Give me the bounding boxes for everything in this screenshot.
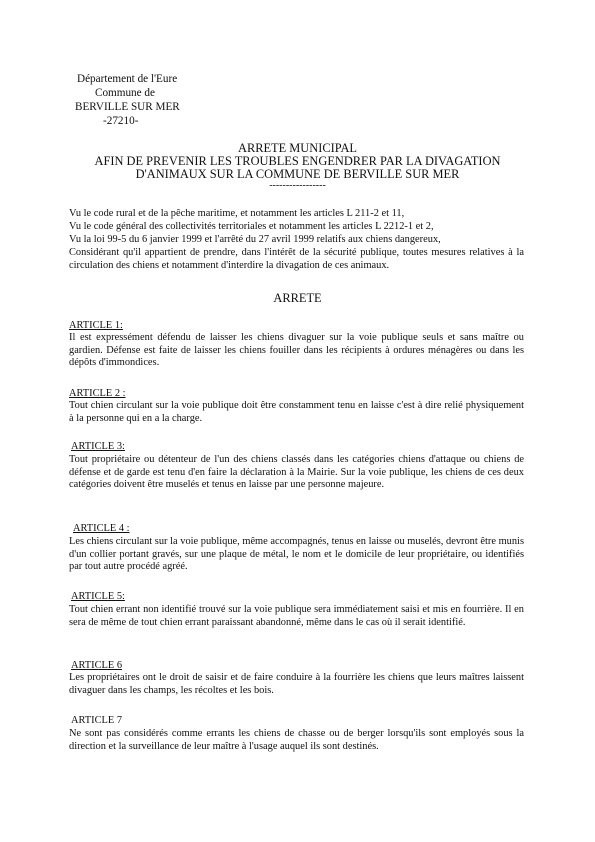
preamble-considerant: Considérant qu'il appartient de prendre, dans l'intérêt de la sécurité publique, toutes mesures relatives à la circulation des chiens et notamment d'interdire la divagation de ces animaux.	[69, 247, 524, 271]
article-2-text: Tout chien circulant sur la voie publique doit être constamment tenu en laisse c'est à dire relié physiquement à la personne qui en a la charge.	[69, 400, 524, 424]
article-2-heading: ARTICLE 2 :	[69, 388, 126, 399]
article-3-heading: ARTICLE 3:	[71, 441, 125, 452]
article-4-heading: ARTICLE 4 :	[73, 523, 130, 534]
title-separator: -----------------	[269, 180, 326, 191]
title-line-1: ARRETE MUNICIPAL	[238, 141, 357, 155]
article-5-heading: ARTICLE 5:	[71, 591, 125, 602]
preamble-code-collectivites: Vu le code général des collectivités territoriales et notamment les articles L 2212-1 et 2,	[69, 221, 434, 232]
header-commune-label: Commune de	[95, 87, 155, 99]
article-5-text: Tout chien errant non identifié trouvé sur la voie publique sera immédiatement saisi et mis en fourrière. Il en sera de même de tout chien errant paraissant abandonné, même dans le cas où il serait identifié.	[69, 604, 524, 628]
title-line-3: D'ANIMAUX SUR LA COMMUNE DE BERVILLE SUR MER	[135, 167, 460, 181]
article-6-text: Les propriétaires ont le droit de saisir et de faire conduire à la fourrière les chiens que leurs maîtres laissent divaguer dans les champs, les récoltes et les bois.	[69, 672, 524, 696]
arrete-heading: ARRETE	[273, 291, 322, 305]
article-3-text: Tout propriétaire ou détenteur de l'un des chiens classés dans les catégories chiens d'attaque ou chiens de défense et de garde est tenu d'en faire la déclaration à la Mairie. Sur la voie publique, les chiens de ces deux catégories doivent être muselés et tenus en laisse par une personne majeure.	[69, 454, 524, 490]
article-6-heading: ARTICLE 6	[71, 660, 123, 671]
article-7-text: Ne sont pas considérés comme errants les chiens de chasse ou de berger lorsqu'ils sont employés sous la direction et la surveillance de leur maître à l'usage auquel ils sont destinés.	[69, 728, 524, 752]
title-line-2: AFIN DE PREVENIR LES TROUBLES ENGENDRER PAR LA DIVAGATION	[94, 154, 501, 168]
article-1-heading: ARTICLE 1:	[69, 320, 123, 331]
header-postcode: -27210-	[103, 115, 139, 127]
article-1-text: Il est expressément défendu de laisser les chiens divaguer sur la voie publique seuls et sans maître ou gardien. Défense est faite de laisser les chiens fouiller dans les récipients à ordures ménagères ou dans les dépôts d'immondices.	[69, 332, 524, 368]
preamble-code-rural: Vu le code rural et de la pêche maritime, et notamment les articles L 211-2 et 11,	[69, 208, 405, 219]
article-7-heading: ARTICLE 7	[71, 715, 123, 726]
article-4-text: Les chiens circulant sur la voie publique, même accompagnés, tenus en laisse ou muselés, devront être munis d'un collier portant gravés, sur une plaque de métal, le nom et le domicile de leur propriétaire, ou identifiés par tout autre procédé agréé.	[69, 536, 524, 572]
header-commune-name: BERVILLE SUR MER	[75, 101, 180, 113]
header-department: Département de l'Eure	[77, 73, 178, 85]
preamble-loi: Vu la loi 99-5 du 6 janvier 1999 et l'arrêté du 27 avril 1999 relatifs aux chiens dangereux,	[69, 234, 441, 245]
